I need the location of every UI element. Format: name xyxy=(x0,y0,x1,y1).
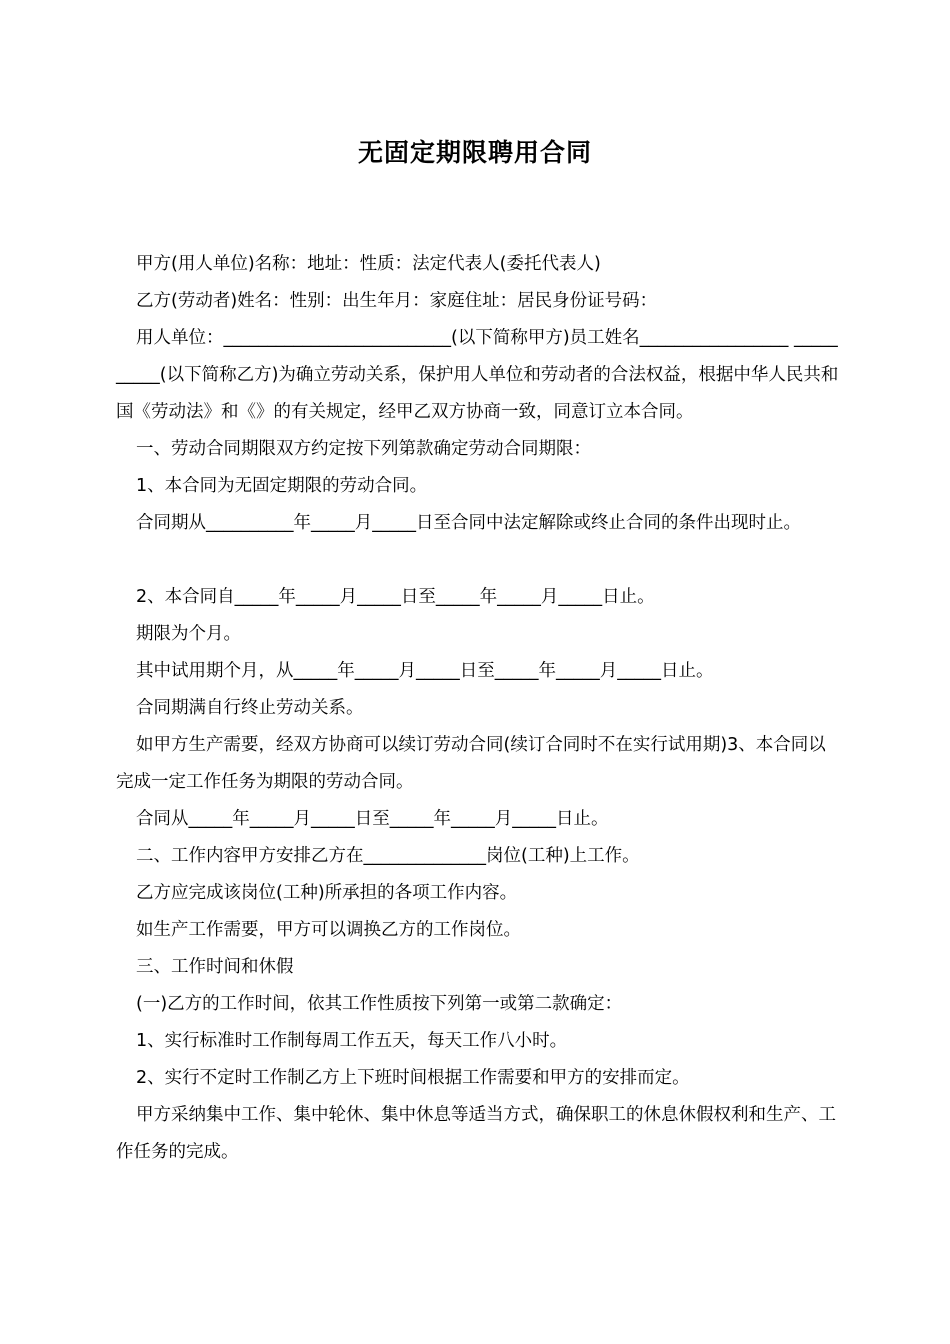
term-renewal-and-option-3: 如甲方生产需要，经双方协商可以续订劳动合同(续订合同时不在实行试用期)3、本合同以完成一定工作任务为期限的劳动合同。 xyxy=(116,735,826,792)
term-option-3-period: 合同从_____年_____月_____日至_____年_____月_____日止。 xyxy=(136,809,609,829)
flexible-hours: 2、实行不定时工作制乙方上下班时间根据工作需要和甲方的安排而定。 xyxy=(136,1068,690,1088)
working-hours-intro: (一)乙方的工作时间，依其工作性质按下列第一或第二款确定： xyxy=(136,994,623,1014)
job-duties: 乙方应完成该岗位(工种)所承担的各项工作内容。 xyxy=(136,883,518,903)
party-b-info: 乙方(劳动者)姓名：性别：出生年月：家庭住址：居民身份证号码： xyxy=(136,291,658,311)
term-expiry: 合同期满自行终止劳动关系。 xyxy=(136,698,364,718)
section-3-heading: 三、工作时间和休假 xyxy=(136,957,294,977)
standard-hours: 1、实行标准时工作制每周工作五天，每天工作八小时。 xyxy=(136,1031,568,1051)
term-option-1-period: 合同期从__________年_____月_____日至合同中法定解除或终止合同的条件出现时止。 xyxy=(136,513,801,533)
probation-period: 其中试用期个月，从_____年_____月_____日至_____年_____月_____日止。 xyxy=(136,661,714,681)
section-1-heading: 一、劳动合同期限双方约定按下列第款确定劳动合同期限： xyxy=(136,439,591,459)
party-a-info: 甲方(用人单位)名称：地址：性质：法定代表人(委托代表人) xyxy=(136,254,601,274)
rest-arrangement: 甲方采纳集中工作、集中轮休、集中休息等适当方式，确保职工的休息休假权利和生产、工作任务的完成。 xyxy=(116,1105,836,1162)
document-body xyxy=(116,246,840,1171)
job-transfer: 如生产工作需要，甲方可以调换乙方的工作岗位。 xyxy=(136,920,521,940)
term-option-1: 1、本合同为无固定期限的劳动合同。 xyxy=(136,476,428,496)
contract-preamble: 用人单位：__________________________(以下简称甲方)员工姓名_________________ __________(以下简称乙方)为确立劳动关系，保护用人单位和劳动者的合法权益，根据中华人民共和国《劳动法》和《》的有关规定，经甲乙双方协商一致，同意订立本合同。 xyxy=(116,328,839,422)
paragraph-spacer xyxy=(116,542,840,579)
term-option-2: 2、本合同自_____年_____月_____日至_____年_____月_____日止。 xyxy=(136,587,655,607)
term-duration: 期限为个月。 xyxy=(136,624,241,644)
document-title: 无固定期限聘用合同 xyxy=(357,138,592,167)
section-2-heading: 二、工作内容甲方安排乙方在______________岗位(工种)上工作。 xyxy=(136,846,640,866)
